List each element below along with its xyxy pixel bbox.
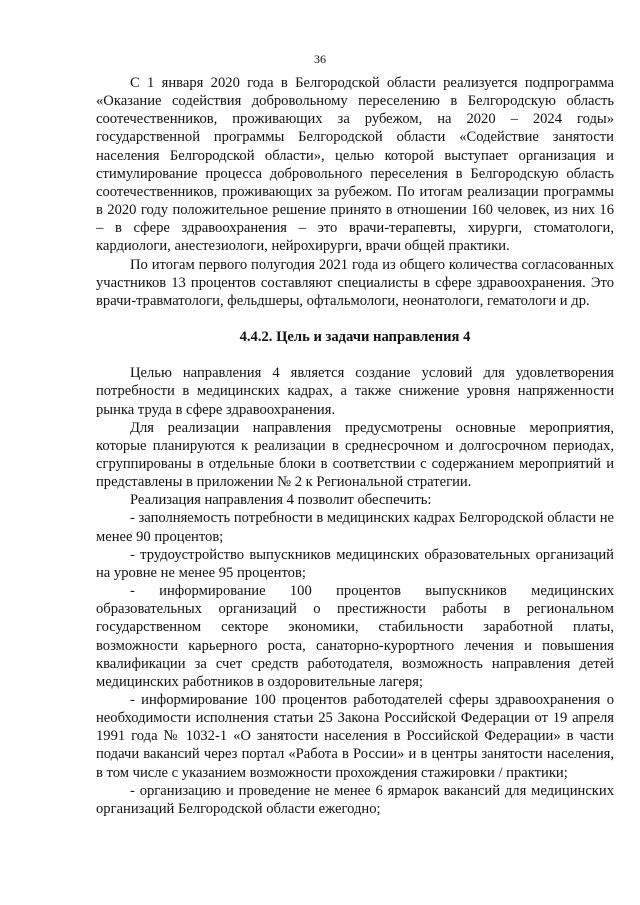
list-item-staffing: - заполняемость потребности в медицинских кадрах Белгородской области не менее 90 процентов;	[96, 510, 614, 545]
section-heading: 4.4.2. Цель и задачи направления 4	[239, 329, 471, 346]
list-item-job-fairs: - организацию и проведение не менее 6 ярмарок вакансий для медицинских организаций Белгородской области ежегодно;	[96, 782, 614, 817]
document-body	[96, 74, 614, 818]
paragraph-resettlement-program: С 1 января 2020 года в Белгородской области реализуется подпрограмма «Оказание содействия добровольному переселению в Белгородскую область соотечественников, проживающих за рубежом, на 2020 – 2024 годы» государственной программы Белгородской области «Содействие занятости населения Белгородской области», целью которой выступает организация и стимулирование процесса добровольного переселения в Белгородскую область соотечественников, проживающих за рубежом. По итогам реализации программы в 2020 году положительное решение принято в отношении 160 человек, из них 16 – в сфере здравоохранения – это врачи-терапевты, хирурги, стоматологи, кардиологи, анестезиологи, нейрохирурги, врачи общей практики.	[96, 75, 614, 255]
paragraph-goal: Целью направления 4 является создание условий для удовлетворения потребности в медицинских кадрах, а также снижение уровня напряженности рынка труда в сфере здравоохранения.	[96, 365, 614, 418]
list-item-employers-informing: - информирование 100 процентов работодателей сферы здравоохранения о необходимости исполнения статьи 25 Закона Российской Федерации от 19 апреля 1991 года № 1032-1 «О занятости населения в Российской Федерации» в части подачи вакансий через портал «Работа в России» и в центры занятости населения, в том числе с указанием возможности прохождения стажировки / практики;	[96, 692, 614, 781]
paragraph-implementation-intro: Реализация направления 4 позволит обеспечить:	[130, 492, 432, 509]
paragraph-first-half-2021: По итогам первого полугодия 2021 года из общего количества согласованных участников 13 процентов составляют специалисты в сфере здравоохранения. Это врачи-травматологи, фельдшеры, офтальмологи, неонатологи, гематологи и др.	[96, 256, 614, 309]
page-number: 36	[314, 52, 326, 66]
paragraph-measures: Для реализации направления предусмотрены основные мероприятия, которые планируются к реализации в среднесрочном и долгосрочном периодах, сгруппированы в отдельные блоки в соответствии с содержанием мероприятий и представлены в приложении № 2 к Региональной стратегии.	[96, 419, 614, 491]
list-item-graduates-informing: - информирование 100 процентов выпускников медицинских образовательных организаций о престижности работы в региональном государственном секторе экономики, стабильности заработной платы, возможности карьерного роста, санаторно-курортного лечения и повышения квалификации за счет средств работодателя, возможность направления детей медицинских работников в оздоровительные лагеря;	[96, 583, 614, 690]
list-item-employment: - трудоустройство выпускников медицинских образовательных организаций на уровне не менее 95 процентов;	[96, 546, 614, 581]
